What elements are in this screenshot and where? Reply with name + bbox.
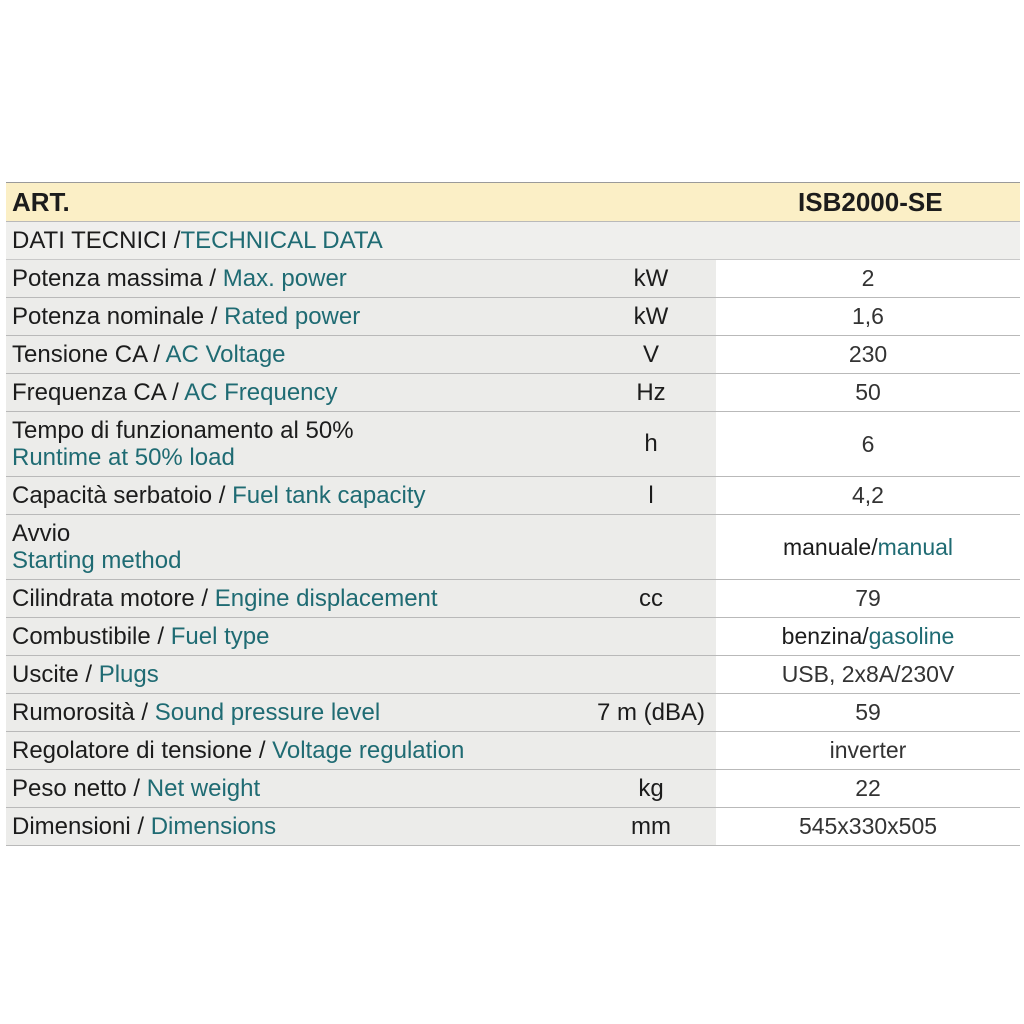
- unit-cell: [586, 618, 716, 655]
- value-cell: 230: [716, 336, 1020, 373]
- spec-table: [6, 182, 1020, 846]
- model-name: ISB2000-SE: [798, 186, 943, 217]
- value-cell: inverter: [716, 732, 1020, 769]
- unit-cell: V: [586, 336, 716, 373]
- value-cell: 1,6: [716, 298, 1020, 335]
- table-row: Cilindrata motore / Engine displacement cc 79: [6, 580, 1020, 618]
- unit-cell: [586, 515, 716, 579]
- unit-cell: mm: [586, 808, 716, 845]
- unit-cell: Hz: [586, 374, 716, 411]
- value-cell: 79: [716, 580, 1020, 617]
- table-row: Capacità serbatoio / Fuel tank capacity l 4,2: [6, 477, 1020, 515]
- unit-cell: kW: [586, 298, 716, 335]
- value-cell: 22: [716, 770, 1020, 807]
- table-header: [6, 183, 1020, 222]
- value-cell: manuale/ manual: [716, 515, 1020, 579]
- table-row: Regolatore di tensione / Voltage regulation inverter: [6, 732, 1020, 770]
- table-row: Avvio Starting method manuale/ manual: [6, 515, 1020, 580]
- table-row: Tempo di funzionamento al 50% Runtime at 50% load h 6: [6, 412, 1020, 477]
- value-cell: 4,2: [716, 477, 1020, 514]
- value-cell: USB, 2x8A/230V: [716, 656, 1020, 693]
- art-label: ART.: [12, 186, 70, 217]
- unit-cell: 7 m (dBA): [586, 694, 716, 731]
- value-cell: benzina/ gasoline: [716, 618, 1020, 655]
- value-cell: 2: [716, 260, 1020, 297]
- unit-cell: [586, 732, 716, 769]
- unit-cell: cc: [586, 580, 716, 617]
- table-row: Uscite / Plugs USB, 2x8A/230V: [6, 656, 1020, 694]
- table-row: Frequenza CA / AC Frequency Hz 50: [6, 374, 1020, 412]
- unit-cell: kW: [586, 260, 716, 297]
- unit-cell: l: [586, 477, 716, 514]
- table-row: Potenza nominale / Rated power kW 1,6: [6, 298, 1020, 336]
- table-row: Dimensioni / Dimensions mm 545x330x505: [6, 808, 1020, 846]
- table-row: Tensione CA / AC Voltage V 230: [6, 336, 1020, 374]
- table-row: Potenza massima / Max. power kW 2: [6, 260, 1020, 298]
- unit-cell: [586, 656, 716, 693]
- value-cell: 59: [716, 694, 1020, 731]
- section-title: DATI TECNICI / TECHNICAL DATA: [6, 222, 1020, 260]
- value-cell: 50: [716, 374, 1020, 411]
- table-row: Rumorosità / Sound pressure level 7 m (dBA) 59: [6, 694, 1020, 732]
- table-row: Combustibile / Fuel type benzina/ gasoline: [6, 618, 1020, 656]
- table-row: Peso netto / Net weight kg 22: [6, 770, 1020, 808]
- unit-cell: kg: [586, 770, 716, 807]
- unit-cell: h: [586, 412, 716, 476]
- value-cell: 6: [716, 412, 1020, 476]
- value-cell: 545x330x505: [716, 808, 1020, 845]
